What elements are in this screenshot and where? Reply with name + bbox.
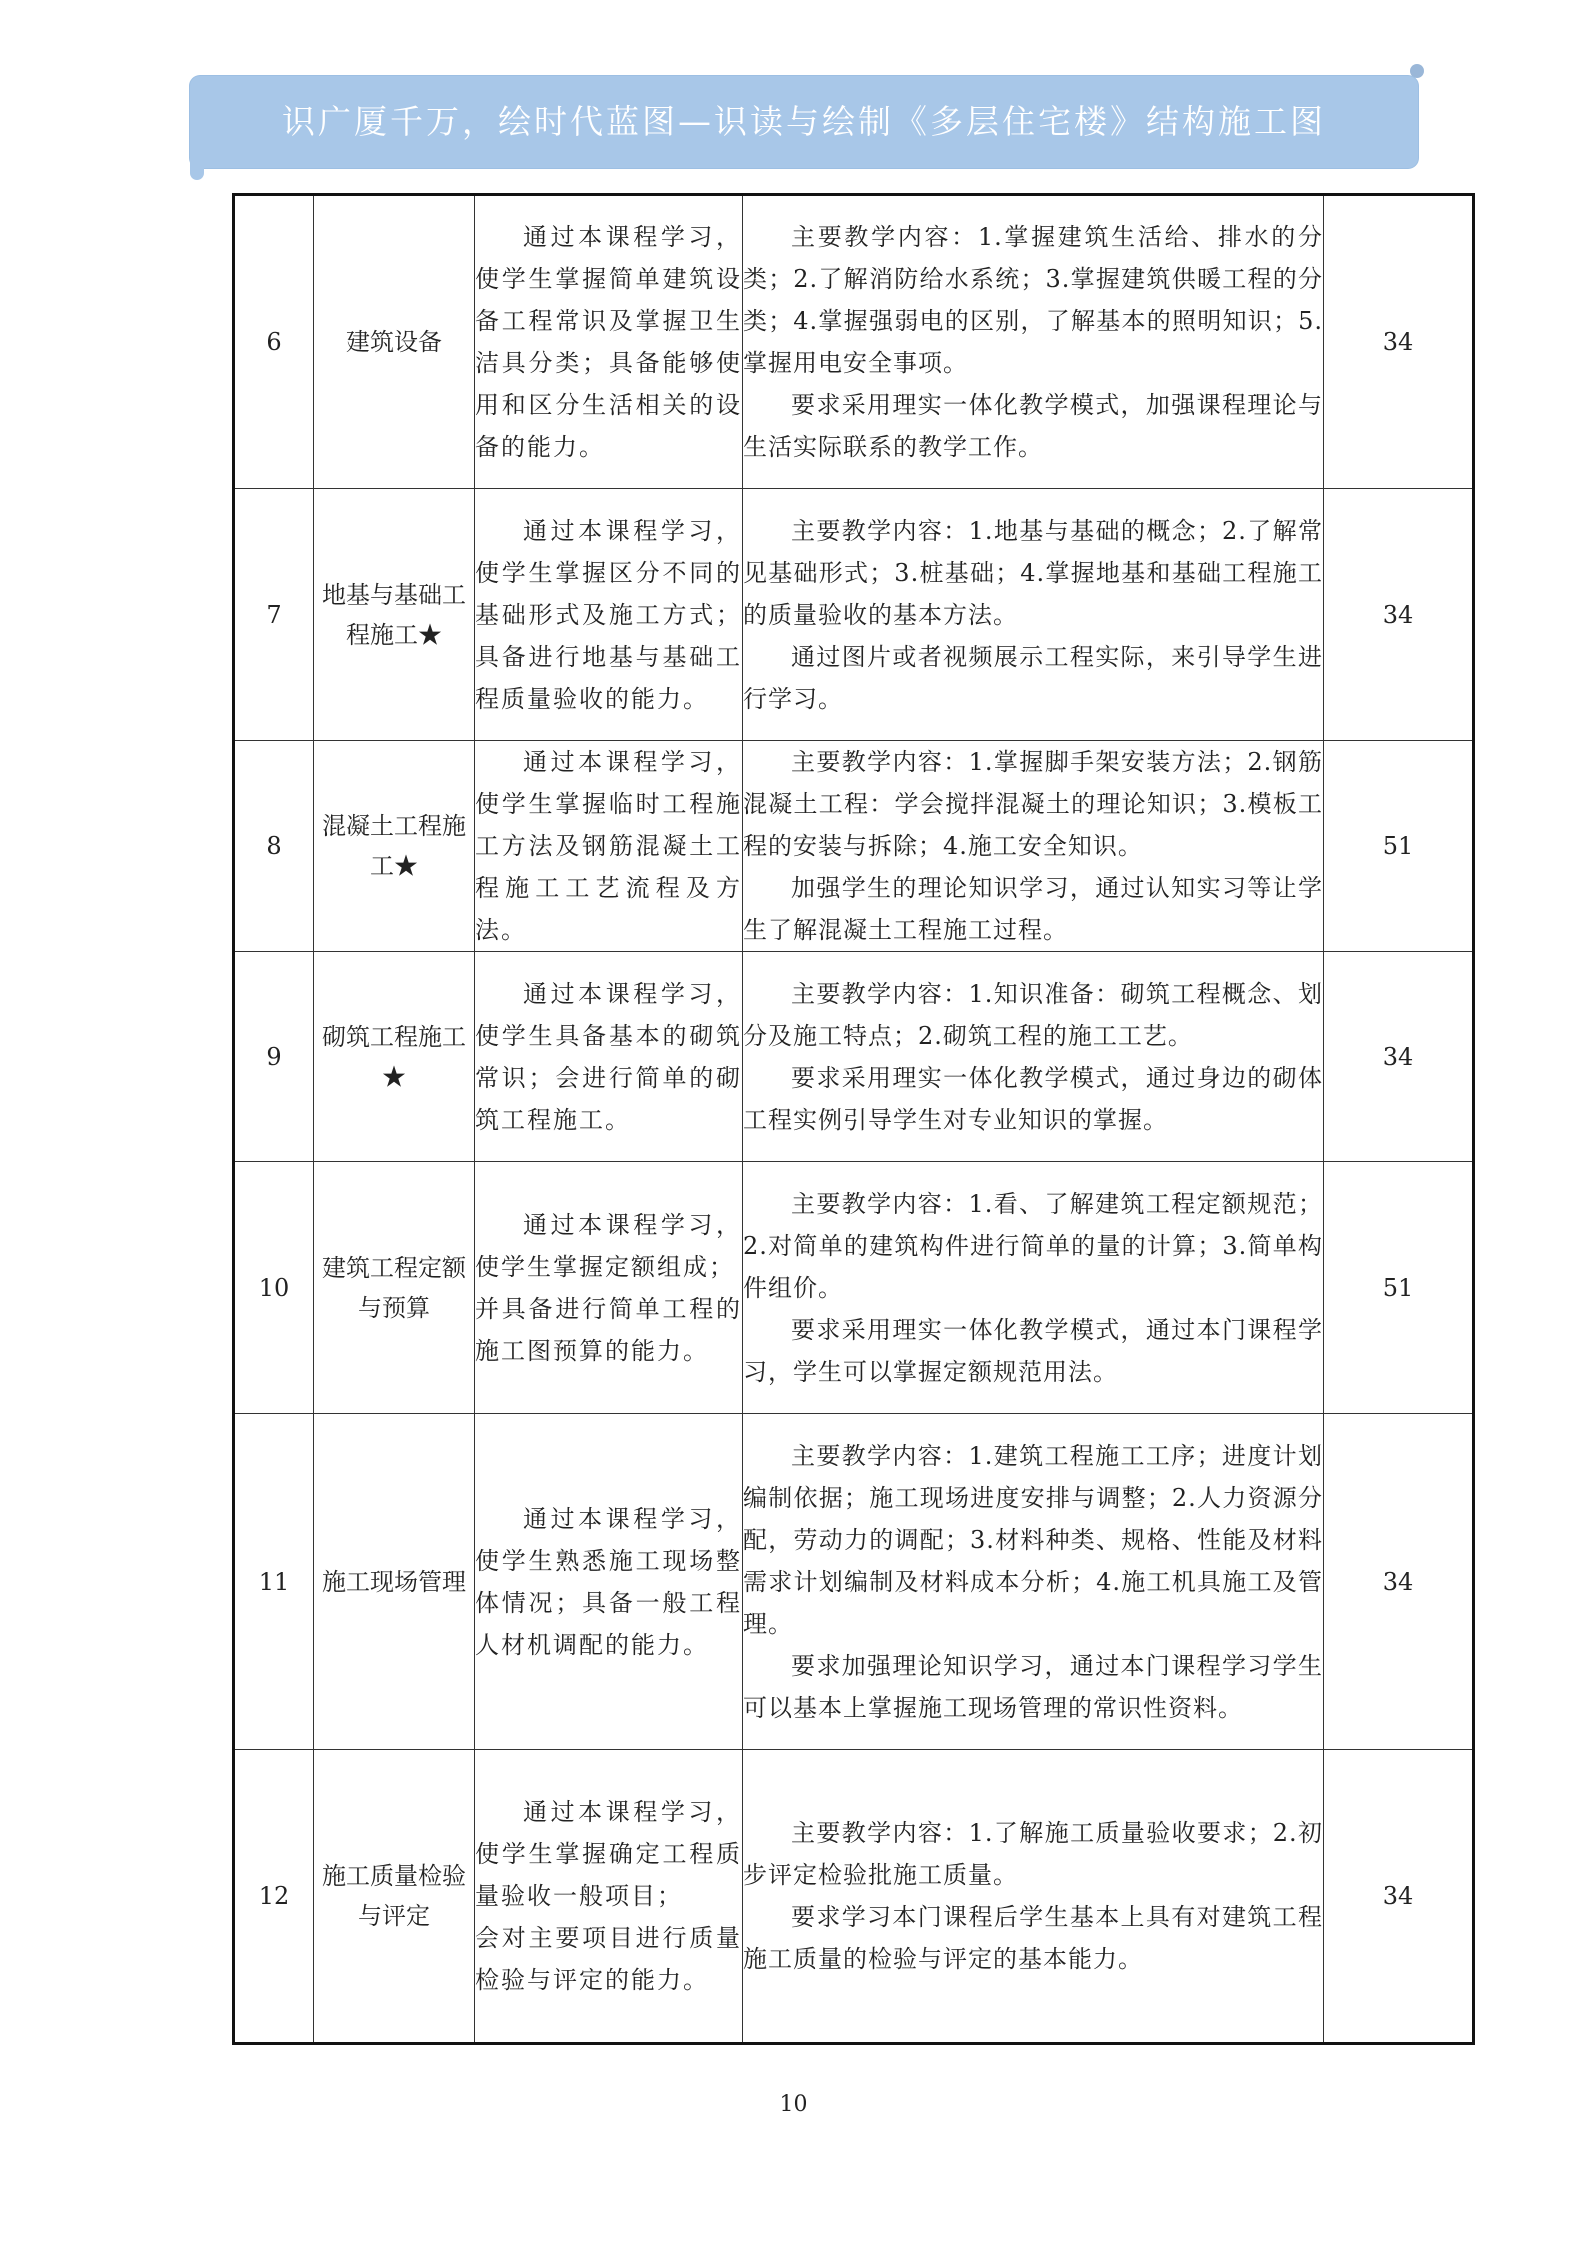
course-hours: 34 <box>1324 489 1474 741</box>
table-row <box>234 952 1474 1162</box>
course-name: 建筑设备 <box>314 195 475 489</box>
content-paragraph: 主要教学内容：1.地基与基础的概念；2.了解常见基础形式；3.桩基础；4.掌握地基和基础工程施工的质量验收的基本方法。 <box>743 516 1323 629</box>
course-name: 地基与基础工程施工★ <box>314 489 475 741</box>
goal-text: 会对主要项目进行质量检验与评定的能力。 <box>475 1924 742 1994</box>
course-name: 建筑工程定额与预算 <box>314 1162 475 1414</box>
row-number: 9 <box>234 952 314 1162</box>
course-content <box>743 1414 1324 1750</box>
goal-text: 通过本课程学习，使学生具备基本的砌筑常识；会进行简单的砌筑工程施工。 <box>475 979 742 1134</box>
page-number: 10 <box>779 2092 808 2117</box>
course-content <box>743 741 1324 952</box>
course-goal <box>475 489 743 741</box>
course-name: 混凝土工程施工★ <box>314 741 475 952</box>
course-hours: 34 <box>1324 195 1474 489</box>
page-title: 识广厦千万，绘时代蓝图—识读与绘制《多层住宅楼》结构施工图 <box>282 102 1326 141</box>
course-name: 施工质量检验与评定 <box>314 1750 475 2044</box>
content-paragraph: 要求采用理实一体化教学模式，通过身边的砌体工程实例引导学生对专业知识的掌握。 <box>743 1063 1323 1134</box>
course-goal <box>475 1162 743 1414</box>
table-row <box>234 741 1474 952</box>
course-content <box>743 1162 1324 1414</box>
course-goal <box>475 1414 743 1750</box>
course-hours: 51 <box>1324 741 1474 952</box>
course-name: 施工现场管理 <box>314 1414 475 1750</box>
goal-text: 通过本课程学习，使学生掌握区分不同的基础形式及施工方式；具备进行地基与基础工程质量验收的能力。 <box>475 516 742 713</box>
course-goal <box>475 741 743 952</box>
table-row <box>234 489 1474 741</box>
table-row <box>234 195 1474 489</box>
content-paragraph: 要求采用理实一体化教学模式，加强课程理论与生活实际联系的教学工作。 <box>743 391 1323 461</box>
course-hours: 34 <box>1324 1414 1474 1750</box>
row-number: 11 <box>234 1414 314 1750</box>
course-content <box>743 952 1324 1162</box>
content-paragraph: 要求学习本门课程后学生基本上具有对建筑工程施工质量的检验与评定的基本能力。 <box>743 1903 1323 1973</box>
row-number: 12 <box>234 1750 314 2044</box>
course-content <box>743 195 1324 489</box>
row-number: 8 <box>234 741 314 952</box>
content-paragraph: 主要教学内容：1.建筑工程施工工序；进度计划编制依据；施工现场进度安排与调整；2.人力资源分配，劳动力的调配；3.材料种类、规格、性能及材料需求计划编制及材料成本分析；4.施工机具施工及管理。 <box>743 1441 1323 1638</box>
goal-text: 通过本课程学习，使学生掌握定额组成； <box>475 1210 742 1281</box>
table-row <box>234 1414 1474 1750</box>
content-paragraph: 要求采用理实一体化教学模式，通过本门课程学习，学生可以掌握定额规范用法。 <box>743 1315 1323 1386</box>
goal-text: 通过本课程学习，使学生掌握确定工程质量验收一般项目； <box>475 1798 742 1910</box>
content-paragraph: 加强学生的理论知识学习，通过认知实习等让学生了解混凝土工程施工过程。 <box>743 874 1323 944</box>
row-number: 7 <box>234 489 314 741</box>
course-goal <box>475 1750 743 2044</box>
content-paragraph: 主要教学内容：1.了解施工质量验收要求；2.初步评定检验批施工质量。 <box>743 1819 1323 1889</box>
course-hours: 34 <box>1324 952 1474 1162</box>
course-content <box>743 1750 1324 2044</box>
course-goal <box>475 952 743 1162</box>
content-paragraph: 主要教学内容：1.掌握脚手架安装方法；2.钢筋混凝土工程：学会搅拌混凝土的理论知识；3.模板工程的安装与拆除；4.施工安全知识。 <box>743 748 1323 860</box>
course-hours: 51 <box>1324 1162 1474 1414</box>
goal-text: 通过本课程学习，使学生掌握临时工程施工方法及钢筋混凝土工程施工工艺流程及方法。 <box>475 748 742 944</box>
course-table <box>232 193 1475 2045</box>
course-name: 砌筑工程施工★ <box>314 952 475 1162</box>
content-paragraph: 通过图片或者视频展示工程实际，来引导学生进行学习。 <box>743 642 1323 713</box>
course-content <box>743 489 1324 741</box>
content-paragraph: 主要教学内容：1.掌握建筑生活给、排水的分类；2.了解消防给水系统；3.掌握建筑供暖工程的分类；4.掌握强弱电的区别，了解基本的照明知识；5.掌握用电安全事项。 <box>743 223 1323 377</box>
goal-text: 并具备进行简单工程的施工图预算的能力。 <box>475 1294 742 1365</box>
course-goal <box>475 195 743 489</box>
table-row <box>234 1750 1474 2044</box>
table-row <box>234 1162 1474 1414</box>
goal-text: 通过本课程学习，使学生掌握简单建筑设备工程常识及掌握卫生洁具分类；具备能够使用和区分生活相关的设备的能力。 <box>475 223 742 461</box>
goal-text: 通过本课程学习，使学生熟悉施工现场整体情况；具备一般工程人材机调配的能力。 <box>475 1504 742 1659</box>
content-paragraph: 要求加强理论知识学习，通过本门课程学习学生可以基本上掌握施工现场管理的常识性资料。 <box>743 1651 1323 1722</box>
content-paragraph: 主要教学内容：1.知识准备：砌筑工程概念、划分及施工特点；2.砌筑工程的施工工艺。 <box>743 979 1323 1050</box>
row-number: 6 <box>234 195 314 489</box>
course-hours: 34 <box>1324 1750 1474 2044</box>
row-number: 10 <box>234 1162 314 1414</box>
content-paragraph: 主要教学内容：1.看、了解建筑工程定额规范；2.对简单的建筑构件进行简单的量的计算；3.简单构件组价。 <box>743 1189 1323 1302</box>
